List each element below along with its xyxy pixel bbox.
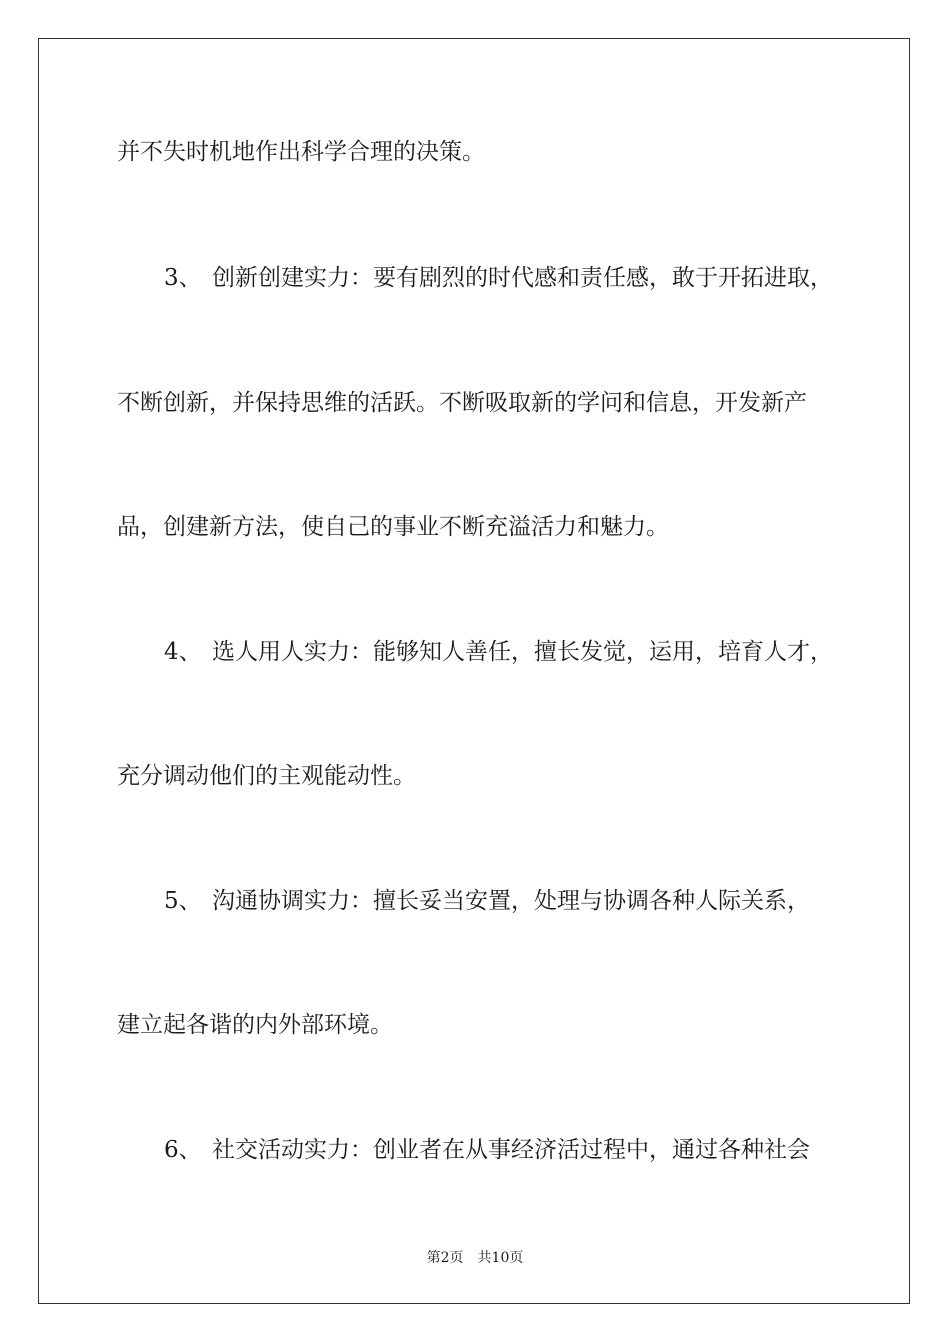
text-line xyxy=(117,761,416,791)
list-item-5 xyxy=(164,886,810,916)
text-line xyxy=(117,512,669,542)
line-text: 创新创建实力：要有剧烈的时代感和责任感，敢于开拓进取， xyxy=(212,265,833,291)
page-border xyxy=(38,38,910,1304)
item-number: 5、 xyxy=(164,888,202,914)
text-line xyxy=(117,1010,393,1040)
line-text: 社交活动实力：创业者在从事经济活过程中，通过各种社会 xyxy=(212,1137,810,1163)
page-footer xyxy=(0,1249,950,1267)
list-item-4 xyxy=(164,637,833,667)
line-text: 选人用人实力：能够知人善任，擅长发觉，运用，培育人才， xyxy=(212,639,833,665)
line-text: 并不失时机地作出科学合理的决策。 xyxy=(117,139,485,165)
line-text: 充分调动他们的主观能动性。 xyxy=(117,763,416,789)
page-number: 第2页 xyxy=(426,1250,464,1266)
line-text: 品，创建新方法，使自己的事业不断充溢活力和魅力。 xyxy=(117,514,669,540)
text-line xyxy=(117,137,485,167)
line-text: 沟通协调实力：擅长妥当安置，处理与协调各种人际关系， xyxy=(212,888,810,914)
line-text: 建立起各谐的内外部环境。 xyxy=(117,1012,393,1038)
page-total: 共10页 xyxy=(477,1250,524,1266)
item-number: 3、 xyxy=(164,265,202,291)
line-text: 不断创新，并保持思维的活跃。不断吸取新的学问和信息，开发新产 xyxy=(117,390,807,416)
list-item-3 xyxy=(164,263,833,293)
list-item-6 xyxy=(164,1135,810,1165)
item-number: 6、 xyxy=(164,1137,202,1163)
text-line xyxy=(117,388,807,418)
item-number: 4、 xyxy=(164,639,202,665)
